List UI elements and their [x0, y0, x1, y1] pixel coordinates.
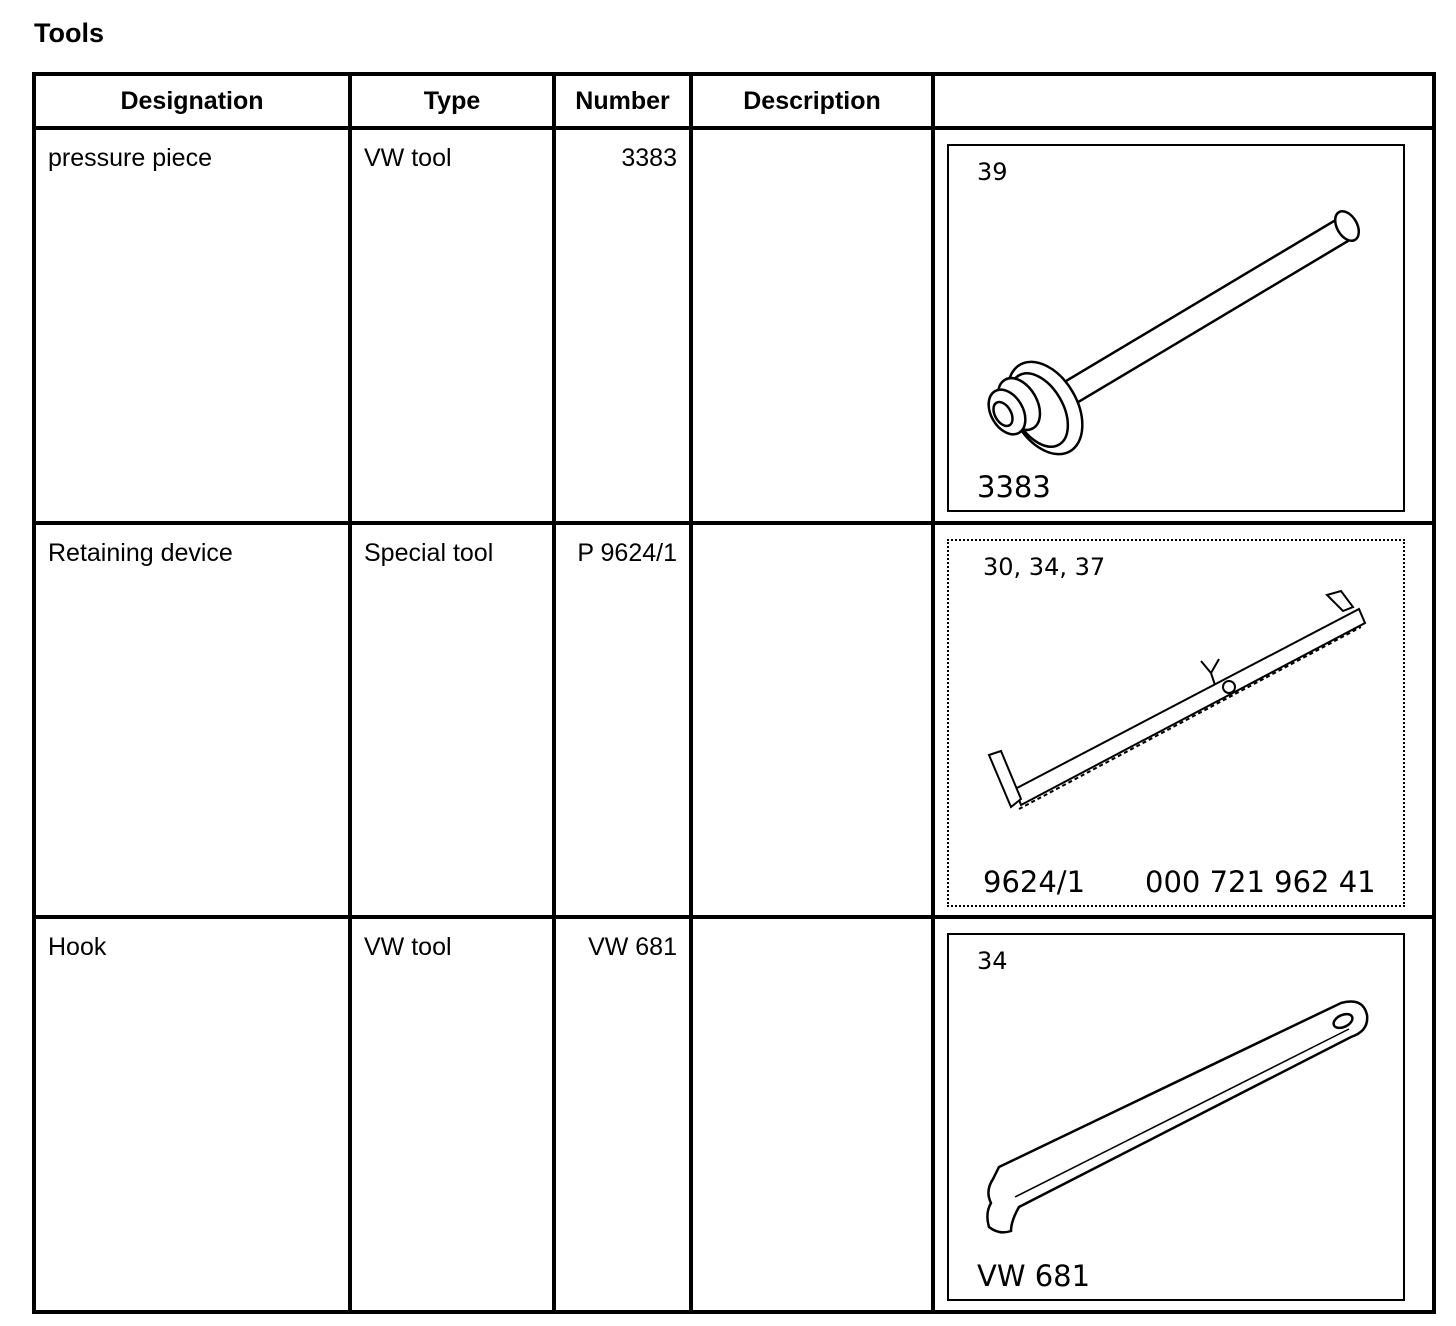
figure-part-number: 000 721 962 41 [1145, 864, 1376, 899]
cell-figure [933, 128, 1434, 523]
cell-type: VW tool [350, 917, 554, 1312]
cell-designation: Retaining device [34, 523, 350, 918]
cell-type: Special tool [350, 523, 554, 918]
cell-description [691, 917, 933, 1312]
tools-table [32, 72, 1436, 1314]
figure-code: 9624/1 [983, 864, 1086, 899]
cell-figure [933, 917, 1434, 1312]
header-designation: Designation [34, 74, 350, 128]
cell-description [691, 523, 933, 918]
cell-designation: Hook [34, 917, 350, 1312]
table-row [34, 128, 1434, 523]
header-image [933, 74, 1434, 128]
cell-type: VW tool [350, 128, 554, 523]
cell-number: 3383 [554, 128, 691, 523]
table-row [34, 917, 1434, 1312]
hook-icon [949, 935, 1407, 1303]
header-description: Description [691, 74, 933, 128]
figure-ref: 30, 34, 37 [983, 552, 1106, 581]
cell-designation: pressure piece [34, 128, 350, 523]
figure-ref: 39 [977, 158, 1008, 187]
header-type: Type [350, 74, 554, 128]
cell-number: VW 681 [554, 917, 691, 1312]
cell-description [691, 128, 933, 523]
cell-number: P 9624/1 [554, 523, 691, 918]
pressure-piece-icon [949, 146, 1407, 514]
figure-frame [947, 144, 1405, 512]
figure-frame [947, 933, 1405, 1301]
page-title: Tools [34, 18, 104, 48]
figure-frame [947, 539, 1405, 907]
header-number: Number [554, 74, 691, 128]
figure-code: 3383 [977, 470, 1051, 505]
retaining-device-icon [949, 541, 1407, 909]
header-row [34, 74, 1434, 128]
cell-figure [933, 523, 1434, 918]
figure-code: VW 681 [977, 1259, 1091, 1294]
table-row [34, 523, 1434, 918]
figure-ref: 34 [977, 947, 1008, 976]
